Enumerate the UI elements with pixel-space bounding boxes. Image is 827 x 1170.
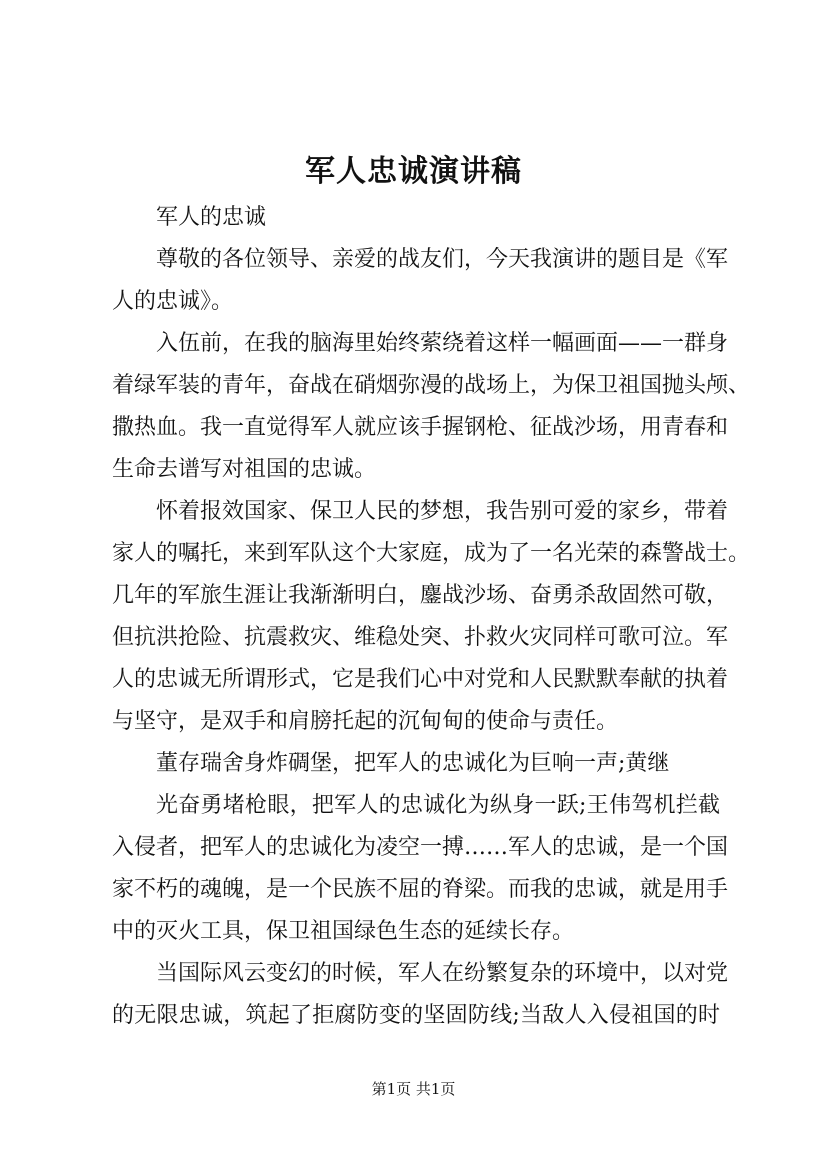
text-line: 几年的军旅生涯让我渐渐明白，鏖战沙场、奋勇杀敌固然可敬， <box>112 583 729 608</box>
document-body <box>112 197 751 1037</box>
text-line: 的无限忠诚，筑起了拒腐防变的坚固防线;当敌人入侵祖国的时 <box>112 1003 720 1028</box>
text-line: 怀着报效国家、保卫人民的梦想，我告别可爱的家乡，带着 <box>156 499 729 524</box>
text-line: 但抗洪抢险、抗震救灾、维稳处突、扑救火灾同样可歌可泣。军 <box>112 625 729 650</box>
text-line: 家不朽的魂魄，是一个民族不屈的脊梁。而我的忠诚，就是用手 <box>112 877 729 902</box>
text-line: 生命去谱写对祖国的忠诚。 <box>112 457 377 482</box>
page-footer: 第1页 共1页 <box>371 1080 456 1098</box>
text-line: 中的灭火工具，保卫祖国绿色生态的延续长存。 <box>112 919 575 944</box>
text-line: 当国际风云变幻的时候，军人在纷繁复杂的环境中，以对党 <box>156 961 729 986</box>
text-line: 家人的嘱托，来到军队这个大家庭，成为了一名光荣的森警战士。 <box>112 541 751 566</box>
document-title: 军人忠诚演讲稿 <box>305 154 522 189</box>
text-line: 人的忠诚》。 <box>112 289 234 314</box>
text-line: 入伍前，在我的脑海里始终萦绕着这样一幅画面——一群身 <box>156 331 729 356</box>
text-line: 尊敬的各位领导、亲爱的战友们，今天我演讲的题目是《军 <box>156 247 729 272</box>
text-line: 与坚守，是双手和肩膀托起的沉甸甸的使命与责任。 <box>112 709 619 734</box>
text-line: 着绿军装的青年，奋战在硝烟弥漫的战场上，为保卫祖国抛头颅、 <box>112 373 751 398</box>
text-line: 撒热血。我一直觉得军人就应该手握钢枪、征战沙场，用青春和 <box>112 415 729 440</box>
text-line: 光奋勇堵枪眼，把军人的忠诚化为纵身一跃;王伟驾机拦截 <box>156 793 720 818</box>
text-line: 军人的忠诚 <box>156 205 267 230</box>
text-line: 入侵者，把军人的忠诚化为凌空一搏……军人的忠诚，是一个国 <box>112 835 729 860</box>
text-line: 董存瑞舍身炸碉堡，把军人的忠诚化为巨响一声;黄继 <box>156 751 670 776</box>
text-line: 人的忠诚无所谓形式，它是我们心中对党和人民默默奉献的执着 <box>112 667 729 692</box>
